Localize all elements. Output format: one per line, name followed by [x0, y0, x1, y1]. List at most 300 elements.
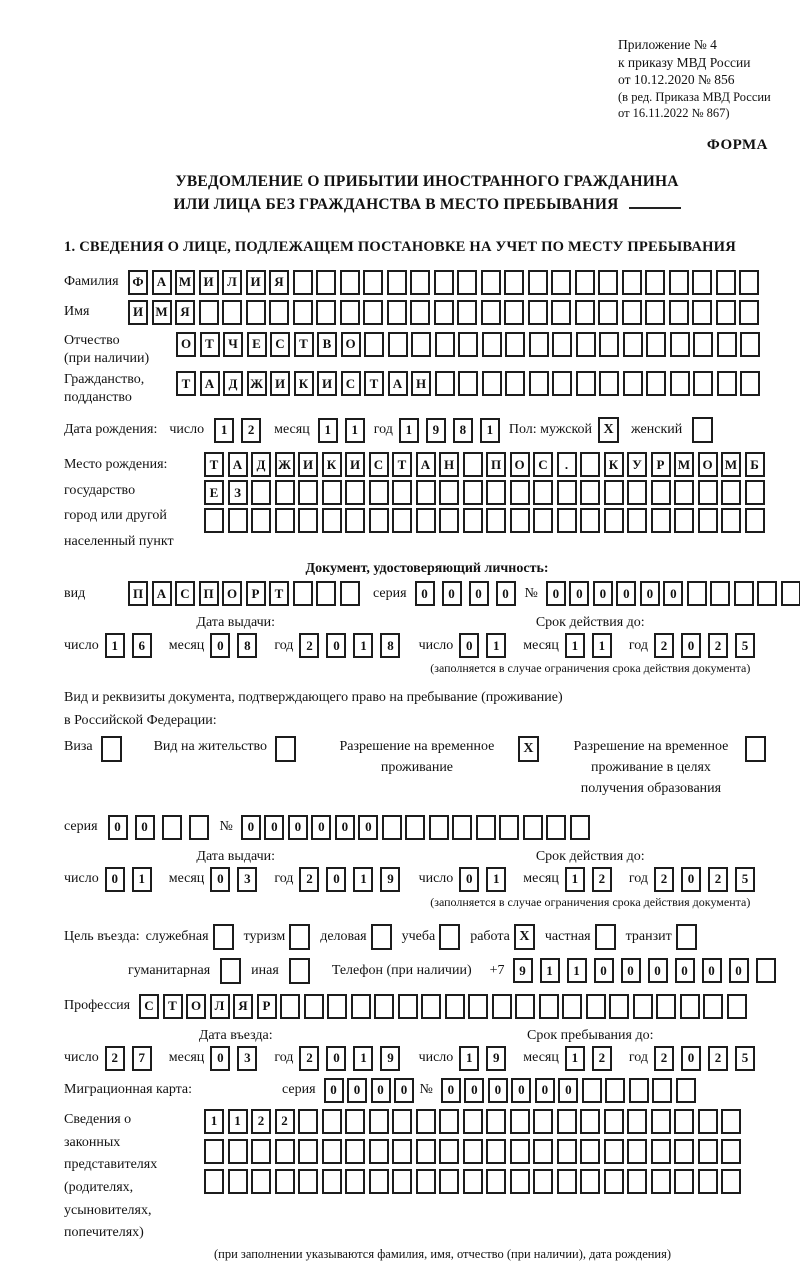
sex-male-checkbox[interactable]: X — [598, 417, 619, 443]
form-cell[interactable] — [457, 300, 477, 325]
form-cell[interactable] — [557, 508, 577, 533]
form-cell[interactable] — [740, 332, 760, 357]
form-cell[interactable]: О — [222, 581, 242, 606]
form-cell[interactable]: 0 — [535, 1078, 555, 1103]
form-cell[interactable]: Р — [651, 452, 671, 477]
form-cell[interactable]: 0 — [702, 958, 722, 983]
form-cell[interactable]: 0 — [210, 867, 230, 892]
form-cell[interactable]: 0 — [459, 633, 479, 658]
form-cell[interactable]: 6 — [132, 633, 152, 658]
form-cell[interactable] — [598, 270, 618, 295]
form-cell[interactable] — [533, 480, 553, 505]
form-cell[interactable] — [392, 480, 412, 505]
form-cell[interactable] — [369, 1109, 389, 1134]
form-cell[interactable] — [439, 508, 459, 533]
form-cell[interactable]: И — [246, 270, 266, 295]
form-cell[interactable]: 2 — [654, 1046, 674, 1071]
form-cell[interactable] — [551, 300, 571, 325]
form-cell[interactable]: 2 — [251, 1109, 271, 1134]
form-cell[interactable] — [298, 508, 318, 533]
form-cell[interactable] — [698, 508, 718, 533]
form-cell[interactable] — [228, 508, 248, 533]
form-cell[interactable]: 2 — [275, 1109, 295, 1134]
form-cell[interactable] — [546, 815, 566, 840]
form-cell[interactable] — [651, 508, 671, 533]
form-cell[interactable]: 8 — [380, 633, 400, 658]
form-cell[interactable]: 5 — [735, 867, 755, 892]
form-cell[interactable]: Н — [411, 371, 431, 396]
form-cell[interactable] — [421, 994, 441, 1019]
form-cell[interactable]: А — [228, 452, 248, 477]
form-cell[interactable] — [476, 815, 496, 840]
form-cell[interactable]: М — [152, 300, 172, 325]
form-cell[interactable] — [374, 994, 394, 1019]
form-cell[interactable] — [627, 1139, 647, 1164]
form-cell[interactable]: З — [228, 480, 248, 505]
form-cell[interactable]: 1 — [565, 867, 585, 892]
form-cell[interactable] — [692, 300, 712, 325]
form-cell[interactable]: 0 — [621, 958, 641, 983]
form-cell[interactable] — [510, 1169, 530, 1194]
form-cell[interactable]: 0 — [210, 1046, 230, 1071]
form-cell[interactable]: А — [388, 371, 408, 396]
form-cell[interactable] — [316, 581, 336, 606]
form-cell[interactable] — [674, 508, 694, 533]
form-cell[interactable] — [222, 300, 242, 325]
form-cell[interactable]: М — [674, 452, 694, 477]
form-cell[interactable] — [388, 332, 408, 357]
form-cell[interactable] — [721, 1169, 741, 1194]
form-cell[interactable] — [745, 508, 765, 533]
form-cell[interactable] — [392, 1139, 412, 1164]
form-cell[interactable]: 0 — [464, 1078, 484, 1103]
form-cell[interactable] — [416, 1109, 436, 1134]
form-cell[interactable]: Р — [246, 581, 266, 606]
form-cell[interactable] — [510, 508, 530, 533]
form-cell[interactable]: 0 — [335, 815, 355, 840]
form-cell[interactable] — [269, 300, 289, 325]
form-cell[interactable]: 0 — [326, 1046, 346, 1071]
form-cell[interactable]: 2 — [654, 633, 674, 658]
form-cell[interactable]: 0 — [729, 958, 749, 983]
form-cell[interactable] — [463, 1109, 483, 1134]
form-cell[interactable]: С — [175, 581, 195, 606]
form-cell[interactable]: 0 — [241, 815, 261, 840]
form-cell[interactable] — [463, 452, 483, 477]
form-cell[interactable]: И — [298, 452, 318, 477]
form-cell[interactable]: 2 — [105, 1046, 125, 1071]
form-cell[interactable]: 0 — [681, 1046, 701, 1071]
form-cell[interactable] — [605, 1078, 625, 1103]
form-cell[interactable] — [322, 1139, 342, 1164]
form-cell[interactable]: 0 — [358, 815, 378, 840]
form-cell[interactable]: О — [186, 994, 206, 1019]
form-cell[interactable] — [340, 300, 360, 325]
form-cell[interactable] — [429, 815, 449, 840]
form-cell[interactable] — [463, 480, 483, 505]
form-cell[interactable]: О — [176, 332, 196, 357]
form-cell[interactable]: Т — [176, 371, 196, 396]
form-cell[interactable]: Т — [294, 332, 314, 357]
form-cell[interactable] — [275, 508, 295, 533]
form-cell[interactable] — [580, 1169, 600, 1194]
form-cell[interactable] — [293, 581, 313, 606]
form-cell[interactable] — [345, 1169, 365, 1194]
form-cell[interactable] — [410, 270, 430, 295]
form-cell[interactable] — [416, 508, 436, 533]
form-cell[interactable]: 2 — [708, 867, 728, 892]
form-cell[interactable]: А — [200, 371, 220, 396]
form-cell[interactable]: М — [175, 270, 195, 295]
form-cell[interactable] — [646, 371, 666, 396]
form-cell[interactable] — [645, 270, 665, 295]
form-cell[interactable]: 0 — [593, 581, 613, 606]
form-cell[interactable]: 1 — [592, 633, 612, 658]
form-cell[interactable] — [716, 300, 736, 325]
form-cell[interactable]: Д — [223, 371, 243, 396]
form-cell[interactable] — [721, 1139, 741, 1164]
form-cell[interactable] — [580, 1109, 600, 1134]
form-cell[interactable] — [586, 994, 606, 1019]
form-cell[interactable]: Ж — [275, 452, 295, 477]
form-cell[interactable]: 9 — [513, 958, 533, 983]
form-cell[interactable] — [562, 994, 582, 1019]
form-cell[interactable]: 0 — [108, 815, 128, 840]
form-cell[interactable]: М — [721, 452, 741, 477]
form-cell[interactable]: 0 — [347, 1078, 367, 1103]
form-cell[interactable]: Т — [269, 581, 289, 606]
form-cell[interactable] — [627, 508, 647, 533]
form-cell[interactable] — [698, 480, 718, 505]
form-cell[interactable] — [439, 480, 459, 505]
form-cell[interactable] — [486, 1139, 506, 1164]
form-cell[interactable] — [674, 480, 694, 505]
form-cell[interactable] — [609, 994, 629, 1019]
form-cell[interactable] — [298, 1109, 318, 1134]
form-cell[interactable] — [468, 994, 488, 1019]
form-cell[interactable] — [515, 994, 535, 1019]
form-cell[interactable] — [575, 270, 595, 295]
form-cell[interactable] — [463, 508, 483, 533]
form-cell[interactable] — [703, 994, 723, 1019]
form-cell[interactable] — [557, 480, 577, 505]
form-cell[interactable] — [364, 332, 384, 357]
form-cell[interactable]: 0 — [442, 581, 462, 606]
form-cell[interactable] — [482, 371, 502, 396]
visa-checkbox[interactable] — [101, 736, 122, 762]
form-cell[interactable]: 5 — [735, 633, 755, 658]
form-cell[interactable]: 1 — [228, 1109, 248, 1134]
form-cell[interactable]: 2 — [654, 867, 674, 892]
form-cell[interactable]: 0 — [324, 1078, 344, 1103]
form-cell[interactable] — [435, 371, 455, 396]
form-cell[interactable] — [669, 300, 689, 325]
form-cell[interactable]: Т — [364, 371, 384, 396]
form-cell[interactable]: Л — [210, 994, 230, 1019]
form-cell[interactable] — [633, 994, 653, 1019]
form-cell[interactable] — [533, 1109, 553, 1134]
form-cell[interactable]: 1 — [214, 418, 234, 443]
form-cell[interactable] — [557, 1109, 577, 1134]
form-cell[interactable] — [435, 332, 455, 357]
form-cell[interactable]: 9 — [486, 1046, 506, 1071]
form-cell[interactable] — [552, 371, 572, 396]
form-cell[interactable] — [552, 332, 572, 357]
form-cell[interactable]: 1 — [486, 633, 506, 658]
form-cell[interactable]: 9 — [380, 867, 400, 892]
form-cell[interactable] — [486, 1109, 506, 1134]
form-cell[interactable] — [345, 508, 365, 533]
form-cell[interactable] — [504, 300, 524, 325]
form-cell[interactable] — [576, 371, 596, 396]
form-cell[interactable]: П — [128, 581, 148, 606]
form-cell[interactable]: 0 — [594, 958, 614, 983]
temp-residence-edu-checkbox[interactable] — [745, 736, 766, 762]
form-cell[interactable] — [275, 1139, 295, 1164]
form-cell[interactable] — [504, 270, 524, 295]
form-cell[interactable]: 0 — [648, 958, 668, 983]
form-cell[interactable] — [327, 994, 347, 1019]
form-cell[interactable] — [580, 508, 600, 533]
form-cell[interactable]: 1 — [480, 418, 500, 443]
form-cell[interactable] — [246, 300, 266, 325]
form-cell[interactable]: 0 — [488, 1078, 508, 1103]
form-cell[interactable]: Б — [745, 452, 765, 477]
form-cell[interactable]: 0 — [569, 581, 589, 606]
purpose-other-checkbox[interactable] — [289, 958, 310, 984]
form-cell[interactable] — [505, 371, 525, 396]
form-cell[interactable] — [651, 1169, 671, 1194]
form-cell[interactable] — [533, 508, 553, 533]
form-cell[interactable]: 0 — [264, 815, 284, 840]
form-cell[interactable] — [693, 332, 713, 357]
purpose-tourism-checkbox[interactable] — [289, 924, 310, 950]
purpose-work-checkbox[interactable]: X — [514, 924, 535, 950]
form-cell[interactable] — [716, 270, 736, 295]
form-cell[interactable] — [416, 1139, 436, 1164]
form-cell[interactable]: . — [557, 452, 577, 477]
form-cell[interactable] — [322, 1109, 342, 1134]
form-cell[interactable] — [369, 1139, 389, 1164]
form-cell[interactable] — [580, 1139, 600, 1164]
form-cell[interactable]: 1 — [353, 867, 373, 892]
form-cell[interactable]: 5 — [735, 1046, 755, 1071]
form-cell[interactable] — [452, 815, 472, 840]
form-cell[interactable]: Ф — [128, 270, 148, 295]
form-cell[interactable] — [199, 300, 219, 325]
form-cell[interactable] — [458, 332, 478, 357]
form-cell[interactable] — [576, 332, 596, 357]
form-cell[interactable]: 2 — [299, 867, 319, 892]
form-cell[interactable]: Е — [247, 332, 267, 357]
sex-female-checkbox[interactable] — [692, 417, 713, 443]
form-cell[interactable] — [692, 270, 712, 295]
form-cell[interactable] — [529, 332, 549, 357]
form-cell[interactable]: 1 — [353, 633, 373, 658]
form-cell[interactable] — [580, 480, 600, 505]
form-cell[interactable]: Ч — [223, 332, 243, 357]
form-cell[interactable] — [533, 1139, 553, 1164]
form-cell[interactable] — [627, 480, 647, 505]
form-cell[interactable]: Я — [175, 300, 195, 325]
purpose-official-checkbox[interactable] — [213, 924, 234, 950]
form-cell[interactable] — [304, 994, 324, 1019]
form-cell[interactable] — [458, 371, 478, 396]
form-cell[interactable]: Р — [257, 994, 277, 1019]
form-cell[interactable] — [322, 480, 342, 505]
form-cell[interactable] — [416, 480, 436, 505]
form-cell[interactable] — [740, 371, 760, 396]
form-cell[interactable] — [627, 1169, 647, 1194]
form-cell[interactable] — [416, 1169, 436, 1194]
form-cell[interactable] — [717, 371, 737, 396]
form-cell[interactable] — [523, 815, 543, 840]
form-cell[interactable] — [604, 1139, 624, 1164]
form-cell[interactable] — [392, 1169, 412, 1194]
form-cell[interactable] — [557, 1169, 577, 1194]
form-cell[interactable] — [251, 1139, 271, 1164]
purpose-business-checkbox[interactable] — [371, 924, 392, 950]
form-cell[interactable] — [604, 508, 624, 533]
form-cell[interactable] — [717, 332, 737, 357]
form-cell[interactable]: 1 — [105, 633, 125, 658]
form-cell[interactable]: 0 — [558, 1078, 578, 1103]
form-cell[interactable] — [204, 1169, 224, 1194]
form-cell[interactable] — [757, 581, 777, 606]
form-cell[interactable] — [651, 1139, 671, 1164]
form-cell[interactable] — [698, 1169, 718, 1194]
form-cell[interactable]: 3 — [237, 1046, 257, 1071]
form-cell[interactable] — [481, 270, 501, 295]
form-cell[interactable] — [392, 1109, 412, 1134]
form-cell[interactable]: И — [128, 300, 148, 325]
form-cell[interactable] — [410, 300, 430, 325]
form-cell[interactable] — [727, 994, 747, 1019]
form-cell[interactable]: 0 — [511, 1078, 531, 1103]
form-cell[interactable] — [756, 958, 776, 983]
form-cell[interactable] — [698, 1139, 718, 1164]
form-cell[interactable]: О — [510, 452, 530, 477]
form-cell[interactable] — [251, 1169, 271, 1194]
form-cell[interactable] — [369, 508, 389, 533]
form-cell[interactable] — [651, 1109, 671, 1134]
form-cell[interactable]: 1 — [204, 1109, 224, 1134]
form-cell[interactable]: 1 — [318, 418, 338, 443]
form-cell[interactable]: С — [369, 452, 389, 477]
form-cell[interactable]: 1 — [459, 1046, 479, 1071]
form-cell[interactable]: 2 — [708, 633, 728, 658]
form-cell[interactable]: И — [317, 371, 337, 396]
form-cell[interactable]: С — [139, 994, 159, 1019]
form-cell[interactable] — [298, 480, 318, 505]
form-cell[interactable]: В — [317, 332, 337, 357]
form-cell[interactable] — [439, 1109, 459, 1134]
form-cell[interactable]: 1 — [540, 958, 560, 983]
form-cell[interactable] — [622, 300, 642, 325]
form-cell[interactable]: Д — [251, 452, 271, 477]
form-cell[interactable]: 1 — [399, 418, 419, 443]
form-cell[interactable] — [369, 1169, 389, 1194]
form-cell[interactable]: 0 — [394, 1078, 414, 1103]
form-cell[interactable]: Н — [439, 452, 459, 477]
form-cell[interactable]: Е — [204, 480, 224, 505]
form-cell[interactable] — [340, 270, 360, 295]
form-cell[interactable]: 9 — [380, 1046, 400, 1071]
form-cell[interactable] — [340, 581, 360, 606]
form-cell[interactable] — [599, 332, 619, 357]
form-cell[interactable]: 2 — [708, 1046, 728, 1071]
form-cell[interactable] — [298, 1139, 318, 1164]
form-cell[interactable] — [345, 1139, 365, 1164]
form-cell[interactable]: 1 — [353, 1046, 373, 1071]
form-cell[interactable]: 0 — [681, 633, 701, 658]
form-cell[interactable] — [670, 332, 690, 357]
form-cell[interactable] — [369, 480, 389, 505]
form-cell[interactable]: 0 — [326, 867, 346, 892]
form-cell[interactable] — [674, 1139, 694, 1164]
form-cell[interactable] — [505, 332, 525, 357]
form-cell[interactable]: 0 — [371, 1078, 391, 1103]
form-cell[interactable] — [528, 300, 548, 325]
form-cell[interactable]: 0 — [288, 815, 308, 840]
form-cell[interactable]: 7 — [132, 1046, 152, 1071]
form-cell[interactable] — [781, 581, 800, 606]
form-cell[interactable] — [598, 300, 618, 325]
form-cell[interactable] — [316, 300, 336, 325]
form-cell[interactable] — [604, 1169, 624, 1194]
form-cell[interactable] — [510, 1139, 530, 1164]
form-cell[interactable] — [189, 815, 209, 840]
form-cell[interactable] — [439, 1169, 459, 1194]
form-cell[interactable] — [322, 508, 342, 533]
form-cell[interactable]: 2 — [592, 867, 612, 892]
form-cell[interactable]: О — [698, 452, 718, 477]
form-cell[interactable] — [204, 508, 224, 533]
form-cell[interactable]: П — [199, 581, 219, 606]
form-cell[interactable]: И — [199, 270, 219, 295]
form-cell[interactable] — [557, 1139, 577, 1164]
form-cell[interactable]: 1 — [486, 867, 506, 892]
form-cell[interactable]: А — [152, 270, 172, 295]
form-cell[interactable] — [434, 270, 454, 295]
form-cell[interactable] — [510, 480, 530, 505]
form-cell[interactable] — [275, 480, 295, 505]
form-cell[interactable]: Т — [392, 452, 412, 477]
form-cell[interactable] — [599, 371, 619, 396]
form-cell[interactable] — [623, 332, 643, 357]
form-cell[interactable] — [710, 581, 730, 606]
form-cell[interactable] — [316, 270, 336, 295]
form-cell[interactable] — [204, 1139, 224, 1164]
form-cell[interactable]: 0 — [663, 581, 683, 606]
purpose-humanitarian-checkbox[interactable] — [220, 958, 241, 984]
form-cell[interactable] — [528, 270, 548, 295]
form-cell[interactable]: 1 — [565, 633, 585, 658]
form-cell[interactable] — [481, 300, 501, 325]
form-cell[interactable]: С — [533, 452, 553, 477]
form-cell[interactable]: 1 — [132, 867, 152, 892]
form-cell[interactable]: И — [270, 371, 290, 396]
form-cell[interactable] — [486, 480, 506, 505]
form-cell[interactable] — [669, 270, 689, 295]
form-cell[interactable] — [551, 270, 571, 295]
form-cell[interactable]: К — [604, 452, 624, 477]
form-cell[interactable] — [482, 332, 502, 357]
form-cell[interactable]: 1 — [345, 418, 365, 443]
form-cell[interactable] — [629, 1078, 649, 1103]
form-cell[interactable] — [656, 994, 676, 1019]
form-cell[interactable] — [251, 480, 271, 505]
